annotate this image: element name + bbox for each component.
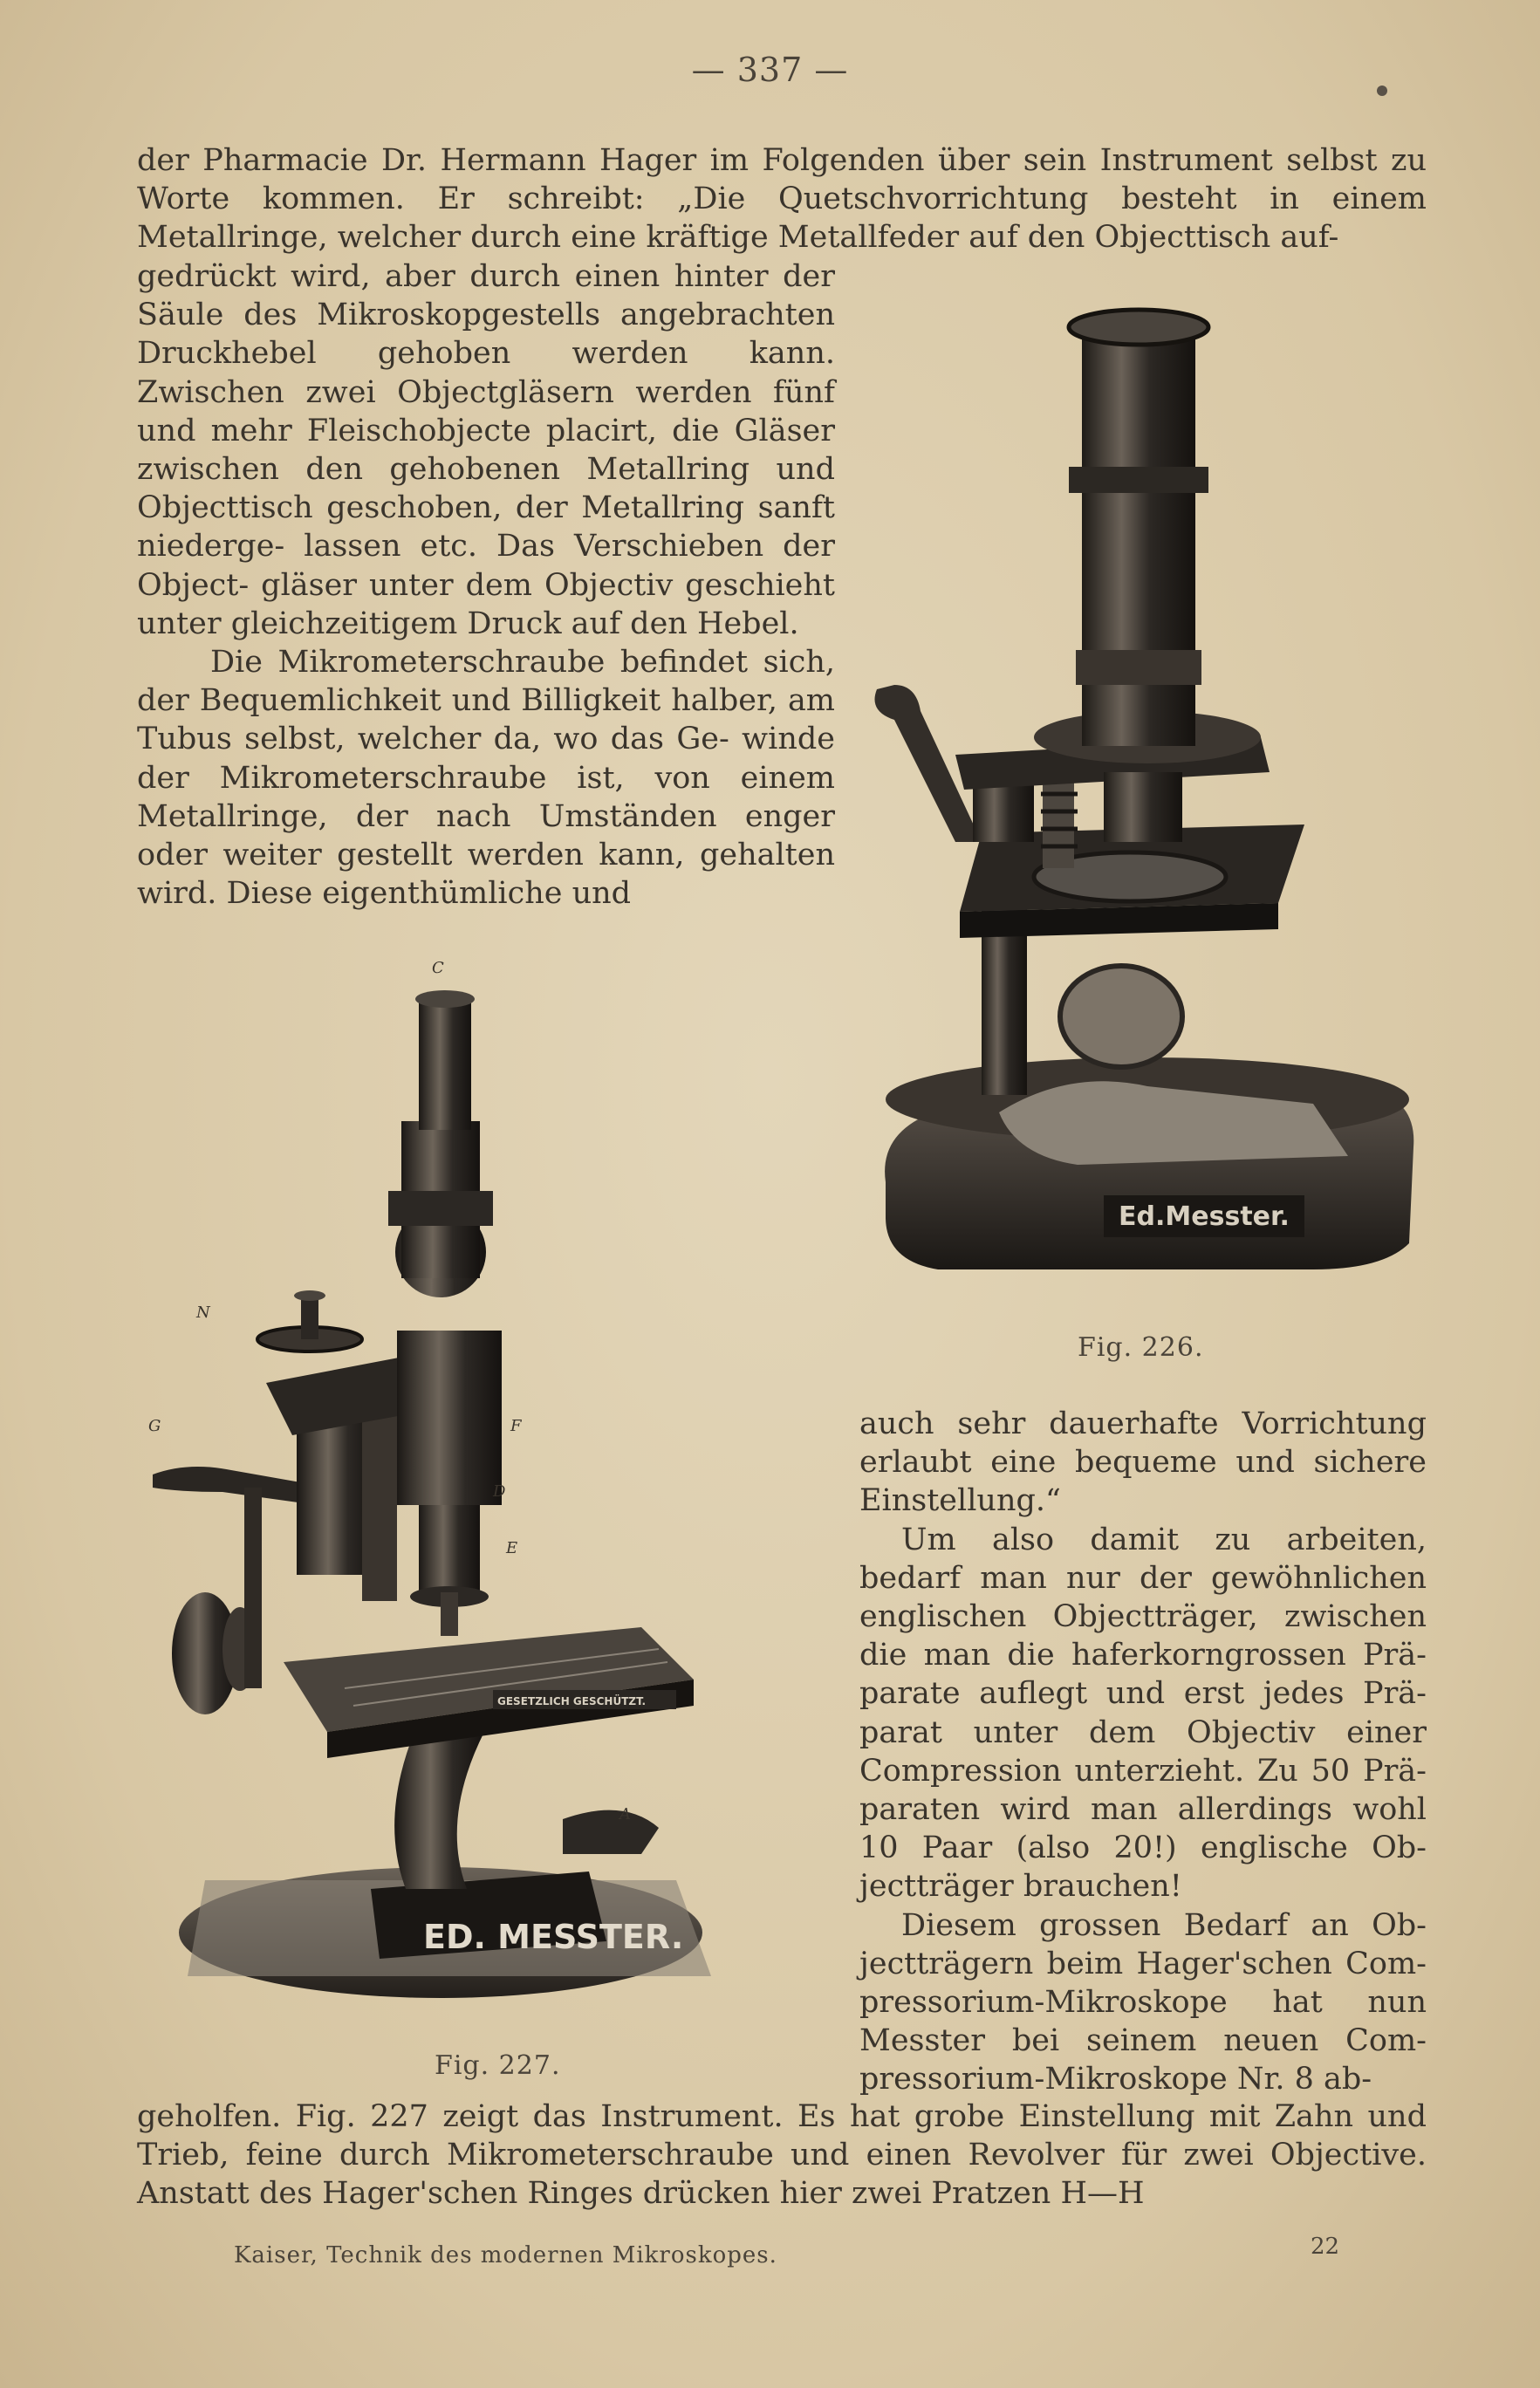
figure-227-microscope	[148, 947, 851, 2029]
label-g: G	[148, 1417, 161, 1435]
text-top	[137, 141, 1427, 257]
ink-spot	[1377, 86, 1387, 96]
figure-226-caption: Fig. 226.	[1078, 1332, 1204, 1363]
text-bottom	[137, 2097, 1427, 2214]
stamp-text: GESETZLICH GESCHÜTZT.	[497, 1695, 647, 1707]
paragraph-top: der Pharmacie Dr. Hermann Hager im Folgenden über sein Instrument selbst zu Worte kommen. Er schreibt: „Die Quetschvorrichtung besteht in einem Metallringe, welcher durch eine kräftige Metallfeder auf den Objecttisch auf-	[137, 143, 1427, 256]
paragraph-right-3: Diesem grossen Bedarf an Ob- jectträgern beim Hager'schen Com- pressorium-Mikroskope hat nun Messter bei seinem neuen Com- pressorium-Mikroskope Nr. 8 ab-	[859, 1907, 1427, 2097]
paragraph-bottom: geholfen. Fig. 227 zeigt das Instrument. Es hat grobe Einstellung mit Zahn und Trieb, feine durch Mikrometerschraube und einen Revolver für zwei Objective. Anstatt des Hager'schen Ringes drücken hier zwei Pratzen H—H	[137, 2099, 1427, 2212]
label-e: E	[506, 1539, 518, 1557]
text-right-column	[859, 1405, 1427, 2099]
figure-227-caption: Fig. 227.	[435, 2050, 561, 2081]
label-c: C	[432, 959, 444, 977]
base-plate-text: ED. MESSTER.	[423, 1918, 684, 1956]
microscope-226-illustration	[859, 301, 1418, 1291]
signature-mark: 22	[1311, 2234, 1340, 2260]
paragraph-left-1: gedrückt wird, aber durch einen hinter der Säule des Mikroskopgestells angebrachten Druckhebel gehoben werden kann. Zwischen zwei Objectgläsern werden fünf und mehr Fleischobjecte placirt, die Gläser zwischen den gehobenen Metallring und Objecttisch geschoben, der Metallring sanft niederge- lassen etc. Das Verschieben der Object- gläser unter dem Objectiv geschieht unter gleichzeitigem Druck auf den Hebel.	[137, 259, 835, 641]
label-d: D	[493, 1482, 506, 1501]
label-f: F	[510, 1417, 522, 1435]
paragraph-right-2: Um also damit zu arbeiten, bedarf man nur der gewöhnlichen englischen Objectträger, zwischen die man die haferkorngrossen Prä- parate auflegt und erst jedes Prä- parat unter dem Objectiv einer Compression unterzieht. Zu 50 Prä- paraten wird man allerdings wohl 10 Paar (also 20!) englische Ob- jectträger brauchen!	[859, 1522, 1427, 1905]
text-left-column	[137, 257, 835, 913]
running-footer: Kaiser, Technik des modernen Mikroskopes.	[234, 2242, 777, 2268]
label-n: N	[196, 1303, 210, 1322]
paragraph-right-1: auch sehr dauerhafte Vorrichtung erlaubt eine bequeme und sichere Einstellung.“	[859, 1406, 1427, 1519]
label-a: A	[619, 1805, 631, 1824]
figure-226-microscope	[859, 301, 1418, 1291]
maker-plate-text: Ed.Messter.	[1119, 1201, 1290, 1232]
page-number: — 337 —	[691, 51, 849, 89]
microscope-227-illustration	[148, 947, 851, 2029]
paragraph-left-2: Die Mikrometerschraube befindet sich, der Bequemlichkeit und Billigkeit halber, am Tubus selbst, welcher da, wo das Ge- winde der Mikrometerschraube ist, von einem Metallringe, der nach Umständen enger oder weiter gestellt werden kann, gehalten wird. Diese eigenthümliche und	[137, 645, 835, 912]
